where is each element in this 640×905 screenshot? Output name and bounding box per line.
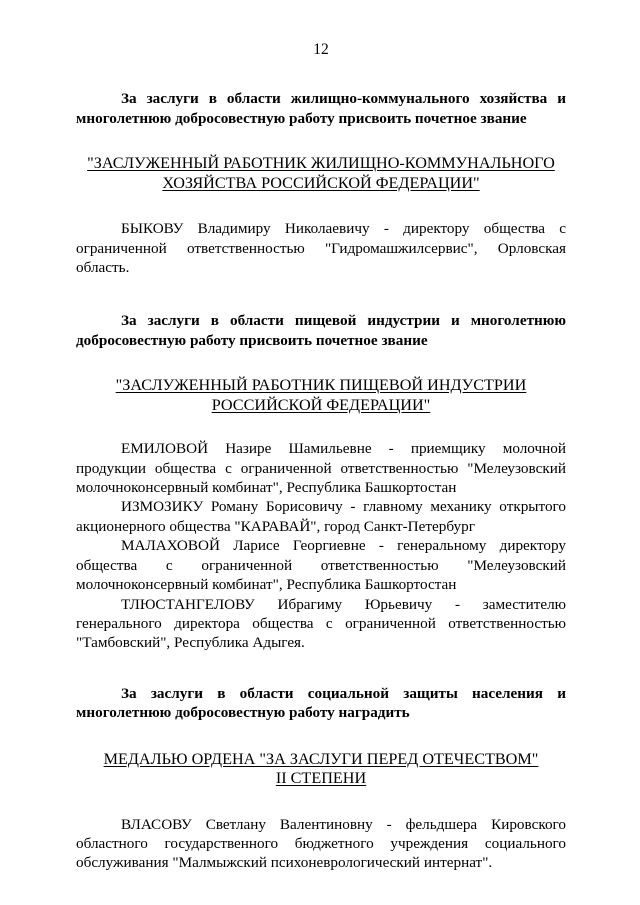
awardee-entry: МАЛАХОВОЙ Ларисе Георгиевне - генеральному директору общества с ограниченной ответственностью "Мелеузовский молочноконсервный комбинат", Республика Башкортостан — [76, 537, 566, 594]
award-title-line: МЕДАЛЬЮ ОРДЕНА "ЗА ЗАСЛУГИ ПЕРЕД ОТЕЧЕСТВОМ" — [103, 749, 539, 768]
awardee-entry: ТЛЮСТАНГЕЛОВУ Ибрагиму Юрьевичу - заместителю генерального директора общества с ограниченной ответственностью "Тамбовский", Республика Адыгея. — [76, 595, 566, 652]
awardee-entry: ВЛАСОВУ Светлану Валентиновну - фельдшера Кировского областного государственного бюджетного учреждения социального обслуживания "Малмыжский психоневрологический интернат". — [76, 815, 566, 872]
section-intro: За заслуги в области социальной защиты населения и многолетнюю добросовестную работу наградить — [76, 684, 566, 722]
award-title-line: ХОЗЯЙСТВА РОССИЙСКОЙ ФЕДЕРАЦИИ" — [162, 173, 480, 192]
award-title-line: РОССИЙСКОЙ ФЕДЕРАЦИИ" — [211, 395, 431, 414]
awardee-entry: ЕМИЛОВОЙ Назире Шамильевне - приемщику молочной продукции общества с ограниченной ответственностью "Мелеузовский молочноконсервный комбинат", Республика Башкортостан — [76, 440, 566, 497]
award-title — [76, 750, 566, 789]
award-title — [76, 376, 566, 415]
award-title-line: II СТЕПЕНИ — [275, 769, 367, 788]
award-title — [76, 154, 566, 193]
award-title-line: "ЗАСЛУЖЕННЫЙ РАБОТНИК ПИЩЕВОЙ ИНДУСТРИИ — [115, 376, 527, 395]
section-intro: За заслуги в области пищевой индустрии и многолетнюю добросовестную работу присвоить почетное звание — [76, 312, 566, 349]
awardee-list — [76, 439, 566, 652]
awardee-entry: ИЗМОЗИКУ Роману Борисовичу - главному механику открытого акционерного общества "КАРАВАЙ", город Санкт-Петербург — [76, 498, 566, 535]
awardee-entry: БЫКОВУ Владимиру Николаевичу - директору общества с ограниченной ответственностью "Гидромашжилсервис", Орловская область. — [76, 220, 566, 277]
page-number: 12 — [313, 41, 329, 58]
section-intro: За заслуги в области жилищно-коммунального хозяйства и многолетнюю добросовестную работу присвоить почетное звание — [76, 90, 566, 127]
award-title-line: "ЗАСЛУЖЕННЫЙ РАБОТНИК ЖИЛИЩНО-КОММУНАЛЬНОГО — [87, 154, 555, 173]
